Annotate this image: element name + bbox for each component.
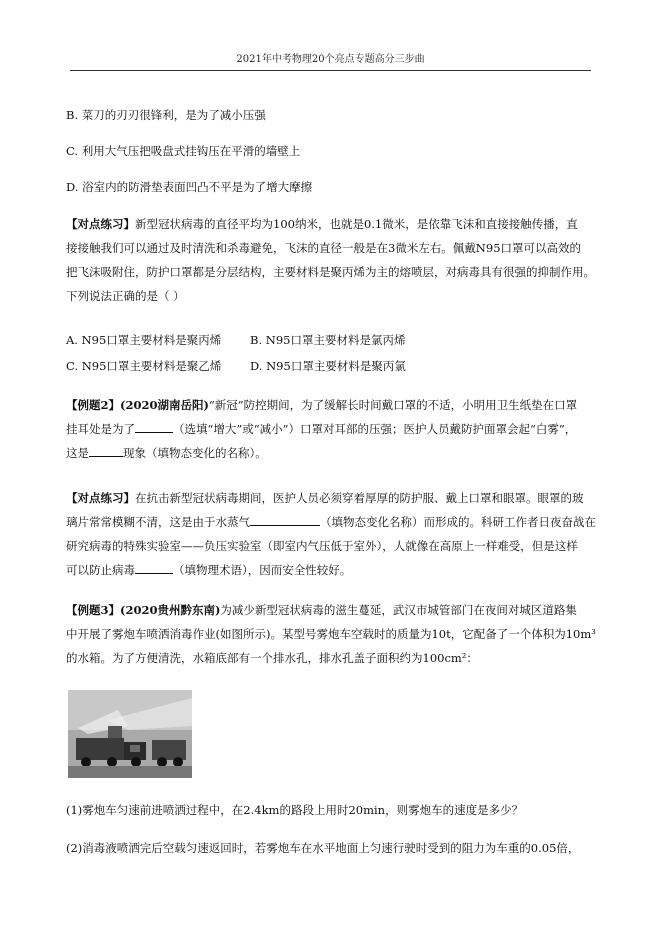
option-d: D. 浴室内的防滑垫表面凹凸不平是为了增大摩擦 [66, 180, 313, 194]
example-2-line-2b: （选填“增大”或“减小”）口罩对耳部的压强；医护人员戴防护面罩会起“白雾”， [173, 422, 577, 436]
example-2-line-3a: 这是 [66, 446, 89, 460]
practice-1-line-2: 接接触我们可以通过及时清洗和杀毒避免，飞沫的直径一般是在3微米左右。佩戴N95口罩可以高效的 [66, 241, 582, 255]
practice-2-line-4a: 可以防止病毒 [66, 563, 135, 577]
practice-1-tag: 【对点练习】 [66, 217, 135, 231]
example-3 [66, 598, 596, 670]
example-3-tag: 【例题3】(2020贵州黔东南) [66, 603, 221, 617]
spray-truck-image [68, 690, 192, 778]
answer-blank [135, 561, 173, 574]
practice-1-option-b: B. N95口罩主要材料是氯丙烯 [250, 333, 406, 347]
answer-blank [89, 444, 123, 457]
question-2: (2)消毒液喷洒完后空载匀速返回时，若雾炮车在水平地面上匀速行驶时受到的阻力为车重的0.05倍， [66, 841, 580, 855]
practice-1-option-a: A. N95口罩主要材料是聚丙烯 [66, 333, 222, 347]
answer-blank [250, 513, 320, 526]
practice-2-line-3: 研究病毒的特殊实验室——负压实验室（即室内气压低于室外），人就像在高原上一样难受，但是这样 [66, 539, 578, 553]
practice-2-line-2a: 璃片常常模糊不清，这是由于水蒸气 [66, 515, 250, 529]
practice-1-line-4: 下列说法正确的是（ ） [66, 289, 185, 303]
practice-2-line-1: 在抗击新型冠状病毒期间，医护人员必须穿着厚厚的防护服、戴上口罩和眼罩。眼罩的玻 [135, 491, 584, 505]
example-2-line-2a: 挂耳处是为了 [66, 422, 135, 436]
practice-1 [66, 212, 596, 308]
question-1: (1)雾炮车匀速前进喷洒过程中，在2.4km的路段上用时20min，则雾炮车的速度是多少？ [66, 803, 524, 817]
example-2-line-1: “新冠”防控期间，为了缓解长时间戴口罩的不适，小明用卫生纸垫在口罩 [208, 398, 578, 412]
practice-2 [66, 486, 596, 582]
example-3-line-1: 为减少新型冠状病毒的滋生蔓延，武汉市城管部门在夜间对城区道路集 [220, 603, 577, 617]
page-header: 2021年中考物理20个亮点专题高分三步曲 [70, 50, 591, 71]
example-3-line-3: 的水箱。为了方便清洗，水箱底部有一个排水孔，排水孔盖子面积约为100cm²： [66, 651, 478, 665]
option-b: B. 菜刀的刃刃很锋利，是为了减小压强 [66, 108, 266, 122]
answer-blank [135, 420, 173, 433]
example-2 [66, 393, 596, 465]
practice-2-line-2b: （填物态变化名称）而形成的。科研工作者日夜奋战在 [320, 515, 596, 529]
example-2-line-3b: 现象（填物态变化的名称）。 [123, 446, 267, 460]
practice-1-line-3: 把飞沫吸附住，防护口罩都是分层结构，主要材料是聚丙烯为主的熔喷层，对病毒具有很强的抑制作用。 [66, 265, 595, 279]
practice-2-line-4b: （填物理术语），因而安全性较好。 [173, 563, 352, 577]
practice-1-line-1: 新型冠状病毒的直径平均为100纳米，也就是0.1微米，是依靠飞沫和直接接触传播，直 [135, 217, 578, 231]
example-3-line-2: 中开展了雾炮车喷洒消毒作业(如图所示)。某型号雾炮车空载时的质量为10t，它配备了一个体积为10m³ [66, 627, 596, 641]
practice-1-option-d: D. N95口罩主要材料是聚丙氯 [250, 359, 406, 373]
practice-1-option-c: C. N95口罩主要材料是聚乙烯 [66, 359, 222, 373]
option-c: C. 利用大气压把吸盘式挂钩压在平滑的墙壁上 [66, 144, 301, 158]
practice-2-tag: 【对点练习】 [66, 491, 135, 505]
example-2-tag: 【例题2】(2020湖南岳阳) [66, 398, 209, 412]
